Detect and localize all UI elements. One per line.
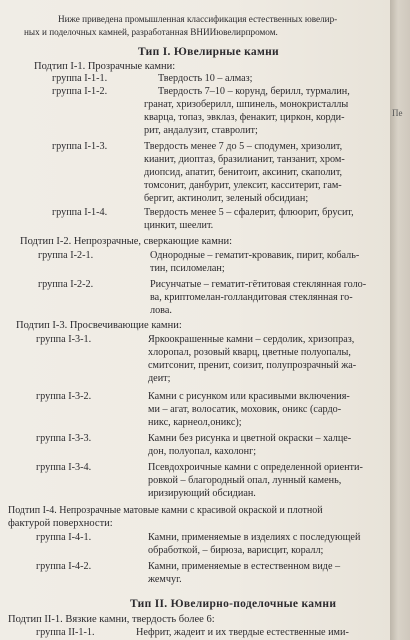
group-text: иризирующий обсидиан. [148,488,256,499]
group-text: Твердость менее 5 – сфалерит, флюорит, брусит, [144,207,354,218]
group-label: группа I-1-2. [52,86,108,97]
group-text: Твердость 10 – алмаз; [158,73,253,84]
group-text: бергит, актинолит, зеленый обсидиан; [144,193,309,204]
group-text: Твердость менее 7 до 5 – сподумен, хризолит, [144,141,343,152]
group-text: Твердость 7–10 – корунд, берилл, турмалин, [158,86,350,97]
group-label: группа I-3-1. [36,334,92,345]
group-label: группа I-3-4. [36,462,92,473]
group-label: группа I-1-3. [52,141,108,152]
group-label: группа I-4-2. [36,561,92,572]
group-text: Камни без рисунка и цветной окраски – халце- [148,433,352,444]
group-text: Псевдохроичные камни с определенной ориенти- [148,462,363,473]
group-text: обработкой, – бирюза, варисцит, коралл; [148,545,324,556]
group-label: группа II-1-1. [36,627,95,638]
group-text: рит, андалузит, ставролит; [144,125,258,136]
group-label: группа I-2-2. [38,279,94,290]
group-text: никс, карнеол,оникс); [148,417,242,428]
group-text: хлоропал, розовый кварц, цветные полуопалы, [148,347,351,358]
next-page-edge [390,0,410,640]
subtype-2-1: Подтип II-1. Вязкие камни, твердость более 6: [8,614,215,625]
group-text: ровкой – благородный опал, лунный камень, [148,475,342,486]
group-text: диопсид, апатит, бенитоит, аксинит, скаполит, [144,167,343,178]
intro-line-1: Ниже приведена промышленная классификация естественных ювелир- [58,14,338,24]
group-text: жемчуг. [148,574,182,585]
group-text: дон, полуопал, кахолонг; [148,446,257,457]
group-text: Нефрит, жадеит и их твердые естественные ими- [136,627,349,638]
type1-heading: Тип I. Ювелирные камни [138,46,279,58]
subtype-1-4-cont: фактурой поверхности: [8,518,113,529]
group-text: цинкит, шеелит. [144,220,214,231]
group-label: группа I-1-4. [52,207,108,218]
group-text: томсонит, данбурит, улексит, касситерит, гам- [144,180,342,191]
group-text: ва, криптомелан-голландитовая стеклянная го- [150,292,353,303]
group-text: смитсонит, пренит, соизит, полупрозрачный жа- [148,360,357,371]
group-label: группа I-3-3. [36,433,92,444]
group-text: Однородные – гематит-кровавик, пирит, кобаль- [150,250,360,261]
group-text: кварца, топаз, эвклаз, фенакит, циркон, корди- [144,112,345,123]
group-text: деит; [148,373,171,384]
group-text: Камни, применяемые в изделиях с последующей [148,532,361,543]
type2-heading: Тип II. Ювелирно-поделочные камни [130,598,337,610]
group-text: Камни, применяемые в естественном виде – [148,561,341,572]
group-text: Яркоокрашенные камни – сердолик, хризопраз, [148,334,355,345]
subtype-1-4: Подтип I-4. Непрозрачные матовые камни с красивой окраской и плотной [8,505,323,516]
edge-text: Пе [392,108,403,118]
group-label: группа I-1-1. [52,73,108,84]
group-text: Камни с рисунком или красивыми включения- [148,391,350,402]
group-text: Рисунчатые – гематит-гётитовая стеклянная голо- [150,279,367,290]
group-text: гранат, хризоберилл, шпинель, монокристаллы [144,99,349,110]
group-text: кианит, диоптаз, бразилианит, танзанит, хром- [144,154,345,165]
group-label: группа I-4-1. [36,532,92,543]
group-text: тин, псиломелан; [150,263,225,274]
group-label: группа I-3-2. [36,391,92,402]
group-text: лова. [150,305,172,316]
group-label: группа I-2-1. [38,250,94,261]
group-text: ми – агат, волосатик, моховик, оникс (сардо- [148,404,342,415]
subtype-1-3: Подтип I-3. Просвечивающие камни: [16,320,182,331]
subtype-1-1: Подтип I-1. Прозрачные камни: [34,61,176,72]
subtype-1-2: Подтип I-2. Непрозрачные, сверкающие камни: [20,236,232,247]
intro-line-2: ных и поделочных камней, разработанная ВНИИювелирпромом. [24,27,278,37]
